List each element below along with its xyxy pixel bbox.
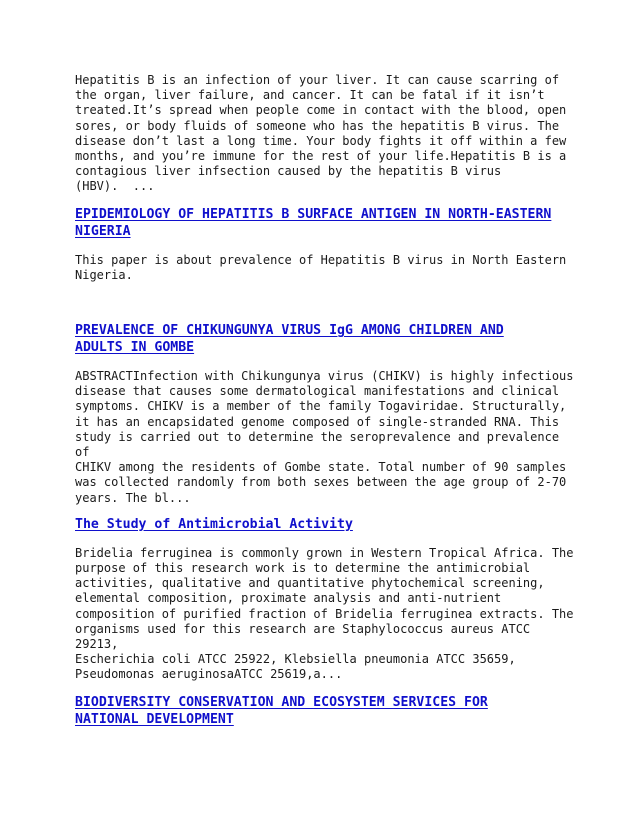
text-line: CHIKV among the residents of Gombe state. Total number of 90 samples — [75, 460, 567, 475]
title-line: PREVALENCE OF CHIKUNGUNYA VIRUS IgG AMONG CHILDREN AND — [75, 323, 504, 339]
title-line: NIGERIA — [75, 223, 131, 239]
title-line: NATIONAL DEVELOPMENT — [75, 711, 234, 727]
article-title-link[interactable] — [75, 694, 575, 728]
title-line: EPIDEMIOLOGY OF HEPATITIS B SURFACE ANTIGEN IN NORTH-EASTERN — [75, 206, 552, 222]
text-line: was collected randomly from both sexes between the age group of 2-70 — [75, 475, 567, 490]
text-line: disease that causes some dermatological manifestations and clinical — [75, 384, 560, 399]
article-title-link[interactable] — [75, 322, 575, 356]
text-line: Escherichia coli ATCC 25922, Klebsiella pneumonia ATCC 35659, — [75, 652, 516, 667]
text-line: Nigeria. — [75, 267, 133, 282]
article-chikungunya-prevalence — [75, 322, 575, 506]
text-line: Hepatitis B is an infection of your liver. It can cause scarring of — [75, 73, 560, 87]
text-line: treated.It’s spread when people come in contact with the blood, open — [75, 103, 567, 118]
text-line: study is carried out to determine the seroprevalence and prevalence of — [75, 429, 567, 460]
text-line: ABSTRACTInfection with Chikungunya virus (CHIKV) is highly infectious — [75, 369, 574, 384]
text-line: activities, qualitative and quantitative phytochemical screening, — [75, 576, 545, 591]
text-line: composition of purified fraction of Bridelia ferruginea extracts. The — [75, 606, 574, 621]
article-summary — [75, 369, 575, 506]
text-line: contagious liver infsection caused by the hepatitis B virus — [75, 164, 502, 179]
article-biodiversity-conservation — [75, 694, 575, 728]
text-line: the organ, liver failure, and cancer. It can be fatal if it isn’t — [75, 88, 545, 103]
article-summary — [75, 253, 575, 283]
text-line: organisms used for this research are Staphylococcus aureus ATCC 29213, — [75, 621, 538, 652]
text-line: disease don’t last a long time. Your body fights it off within a few — [75, 133, 567, 148]
title-line: ADULTS IN GOMBE — [75, 340, 195, 356]
article-epidemiology-hepatitis-b — [75, 206, 575, 283]
document-content — [75, 73, 575, 728]
text-line: (HBV). ... — [75, 179, 155, 194]
text-line: years. The bl... — [75, 490, 191, 505]
text-line: sores, or body fluids of someone who has the hepatitis B virus. The — [75, 118, 560, 133]
text-line: Bridelia ferruginea is commonly grown in Western Tropical Africa. The — [75, 545, 574, 560]
text-line: elemental composition, proximate analysis and anti-nutrient — [75, 591, 502, 606]
text-line: purpose of this research work is to determine the antimicrobial — [75, 561, 531, 576]
text-line: months, and you’re immune for the rest of your life.Hepatitis B is a — [75, 149, 567, 164]
intro-paragraph — [75, 73, 575, 195]
article-title-link[interactable] — [75, 206, 575, 240]
title-line: BIODIVERSITY CONSERVATION AND ECOSYSTEM SERVICES FOR — [75, 694, 488, 710]
text-line: Pseudomonas aeruginosaATCC 25619,a... — [75, 667, 343, 682]
article-summary — [75, 546, 575, 683]
title-line: The Study of Antimicrobial Activity — [75, 516, 353, 532]
article-title-link[interactable] — [75, 516, 575, 533]
article-antimicrobial-activity — [75, 516, 575, 683]
text-line: This paper is about prevalence of Hepatitis B virus in North Eastern — [75, 252, 567, 267]
text-line: symptoms. CHIKV is a member of the family Togaviridae. Structurally, — [75, 399, 567, 414]
text-line: it has an encapsidated genome composed of single-stranded RNA. This — [75, 414, 560, 429]
